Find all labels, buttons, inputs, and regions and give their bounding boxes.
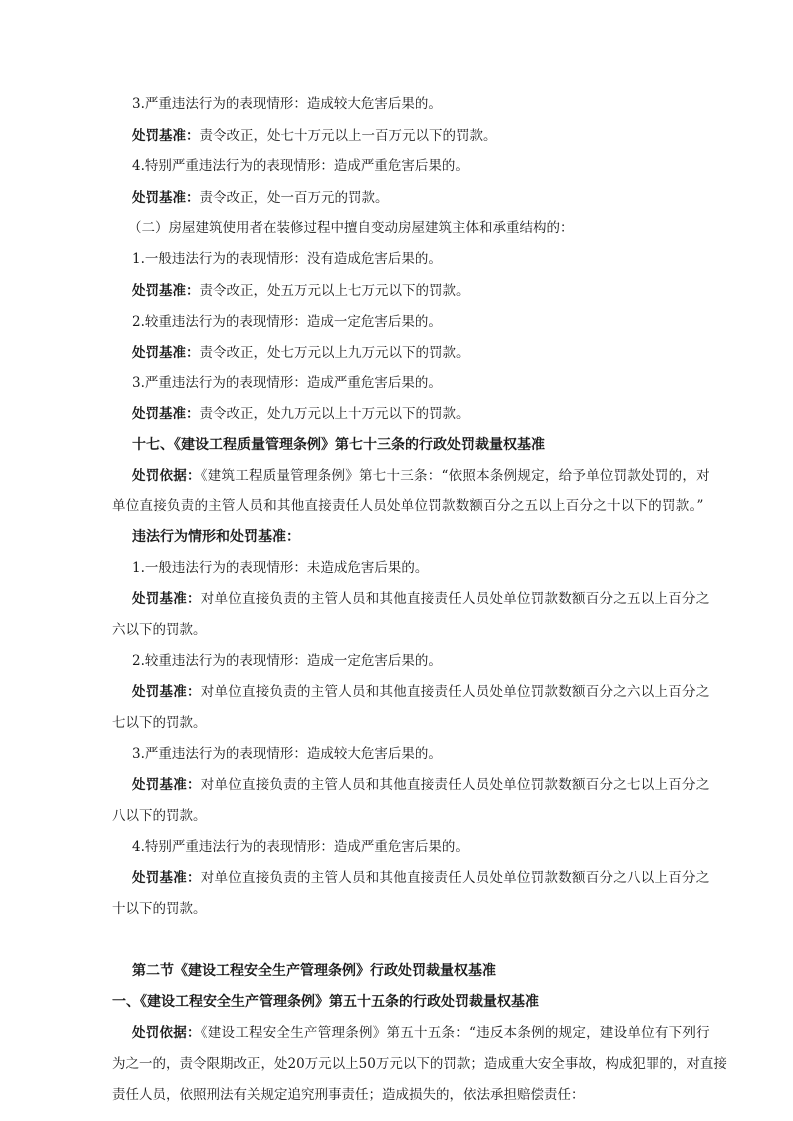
paragraph: 八以下的罚款。 (112, 808, 207, 824)
section-heading: 一、《建设工程安全生产管理条例》第五十五条的行政处罚裁量权基准 (112, 994, 539, 1010)
penalty-standard: 处罚基准：责令改正，处七十万元以上一百万元以下的罚款。 (132, 128, 497, 144)
bold-label: 处罚基准： (132, 684, 201, 700)
penalty-standard: 处罚基准：责令改正，处九万元以上十万元以下的罚款。 (132, 406, 470, 422)
bold-label: 处罚基准： (132, 190, 200, 206)
paragraph: 七以下的罚款。 (112, 715, 207, 731)
bold-label: 处罚依据： (132, 1025, 201, 1041)
bold-label: 处罚基准： (132, 406, 200, 422)
paragraph: 3.严重违法行为的表现情形：造成较大危害后果的。 (132, 96, 442, 112)
penalty-standard: 处罚基准：对单位直接负责的主管人员和其他直接责任人员处单位罚款数额百分之六以上百分之 (132, 684, 710, 700)
paragraph: 4.特别严重违法行为的表现情形：造成严重危害后果的。 (132, 158, 469, 174)
paragraph: 为之一的，责令限期改正，处20万元以上50万元以下的罚款；造成重大安全事故，构成犯罪的，对直接 (112, 1056, 727, 1072)
paragraph: 1.一般违法行为的表现情形：未造成危害后果的。 (132, 560, 429, 576)
paragraph: 4.特别严重违法行为的表现情形：造成严重危害后果的。 (132, 839, 469, 855)
paragraph: 1.一般违法行为的表现情形：没有造成危害后果的。 (132, 251, 442, 267)
paragraph: 3.严重违法行为的表现情形：造成严重危害后果的。 (132, 375, 442, 391)
paragraph: （二）房屋建筑使用者在装修过程中擅自变动房屋建筑主体和承重结构的： (128, 220, 574, 236)
penalty-standard: 处罚基准：责令改正，处一百万元的罚款。 (132, 190, 389, 206)
paragraph: 2.较重违法行为的表现情形：造成一定危害后果的。 (132, 314, 442, 330)
bold-label: 处罚基准： (132, 128, 200, 144)
paragraph: 3.严重违法行为的表现情形：造成较大危害后果的。 (132, 746, 442, 762)
penalty-basis: 处罚依据：《建设工程安全生产管理条例》第五十五条：“违反本条例的规定，建设单位有下列行 (132, 1025, 710, 1041)
penalty-basis: 处罚依据：《建筑工程质量管理条例》第七十三条：“依照本条例规定，给予单位罚款处罚的，对 (132, 468, 710, 484)
bold-label: 处罚基准： (132, 591, 201, 607)
paragraph: 六以下的罚款。 (112, 622, 207, 638)
penalty-standard: 处罚基准：责令改正，处七万元以上九万元以下的罚款。 (132, 345, 470, 361)
bold-label: 处罚基准： (132, 870, 201, 886)
chapter-section-heading: 第二节《建设工程安全生产管理条例》行政处罚裁量权基准 (132, 963, 496, 979)
penalty-standard: 处罚基准：对单位直接负责的主管人员和其他直接责任人员处单位罚款数额百分之七以上百分之 (132, 777, 710, 793)
bold-label: 处罚基准： (132, 345, 200, 361)
paragraph: 单位直接负责的主管人员和其他直接责任人员处单位罚款数额百分之五以上百分之十以下的罚款。” (112, 498, 704, 514)
bold-label: 处罚基准： (132, 283, 200, 299)
penalty-standard: 处罚基准：对单位直接负责的主管人员和其他直接责任人员处单位罚款数额百分之八以上百分之 (132, 870, 710, 886)
paragraph: 2.较重违法行为的表现情形：造成一定危害后果的。 (132, 653, 442, 669)
paragraph: 责任人员，依照刑法有关规定追究刑事责任；造成损失的，依法承担赔偿责任： (112, 1087, 585, 1103)
penalty-standard: 处罚基准：责令改正，处五万元以上七万元以下的罚款。 (132, 283, 470, 299)
section-heading: 十七、《建设工程质量管理条例》第七十三条的行政处罚裁量权基准 (132, 437, 545, 453)
bold-label: 处罚依据： (132, 468, 201, 484)
penalty-standard: 处罚基准：对单位直接负责的主管人员和其他直接责任人员处单位罚款数额百分之五以上百分之 (132, 591, 710, 607)
bold-label: 处罚基准： (132, 777, 201, 793)
subheading: 违法行为情形和处罚基准： (132, 529, 300, 545)
paragraph: 十以下的罚款。 (112, 901, 207, 917)
